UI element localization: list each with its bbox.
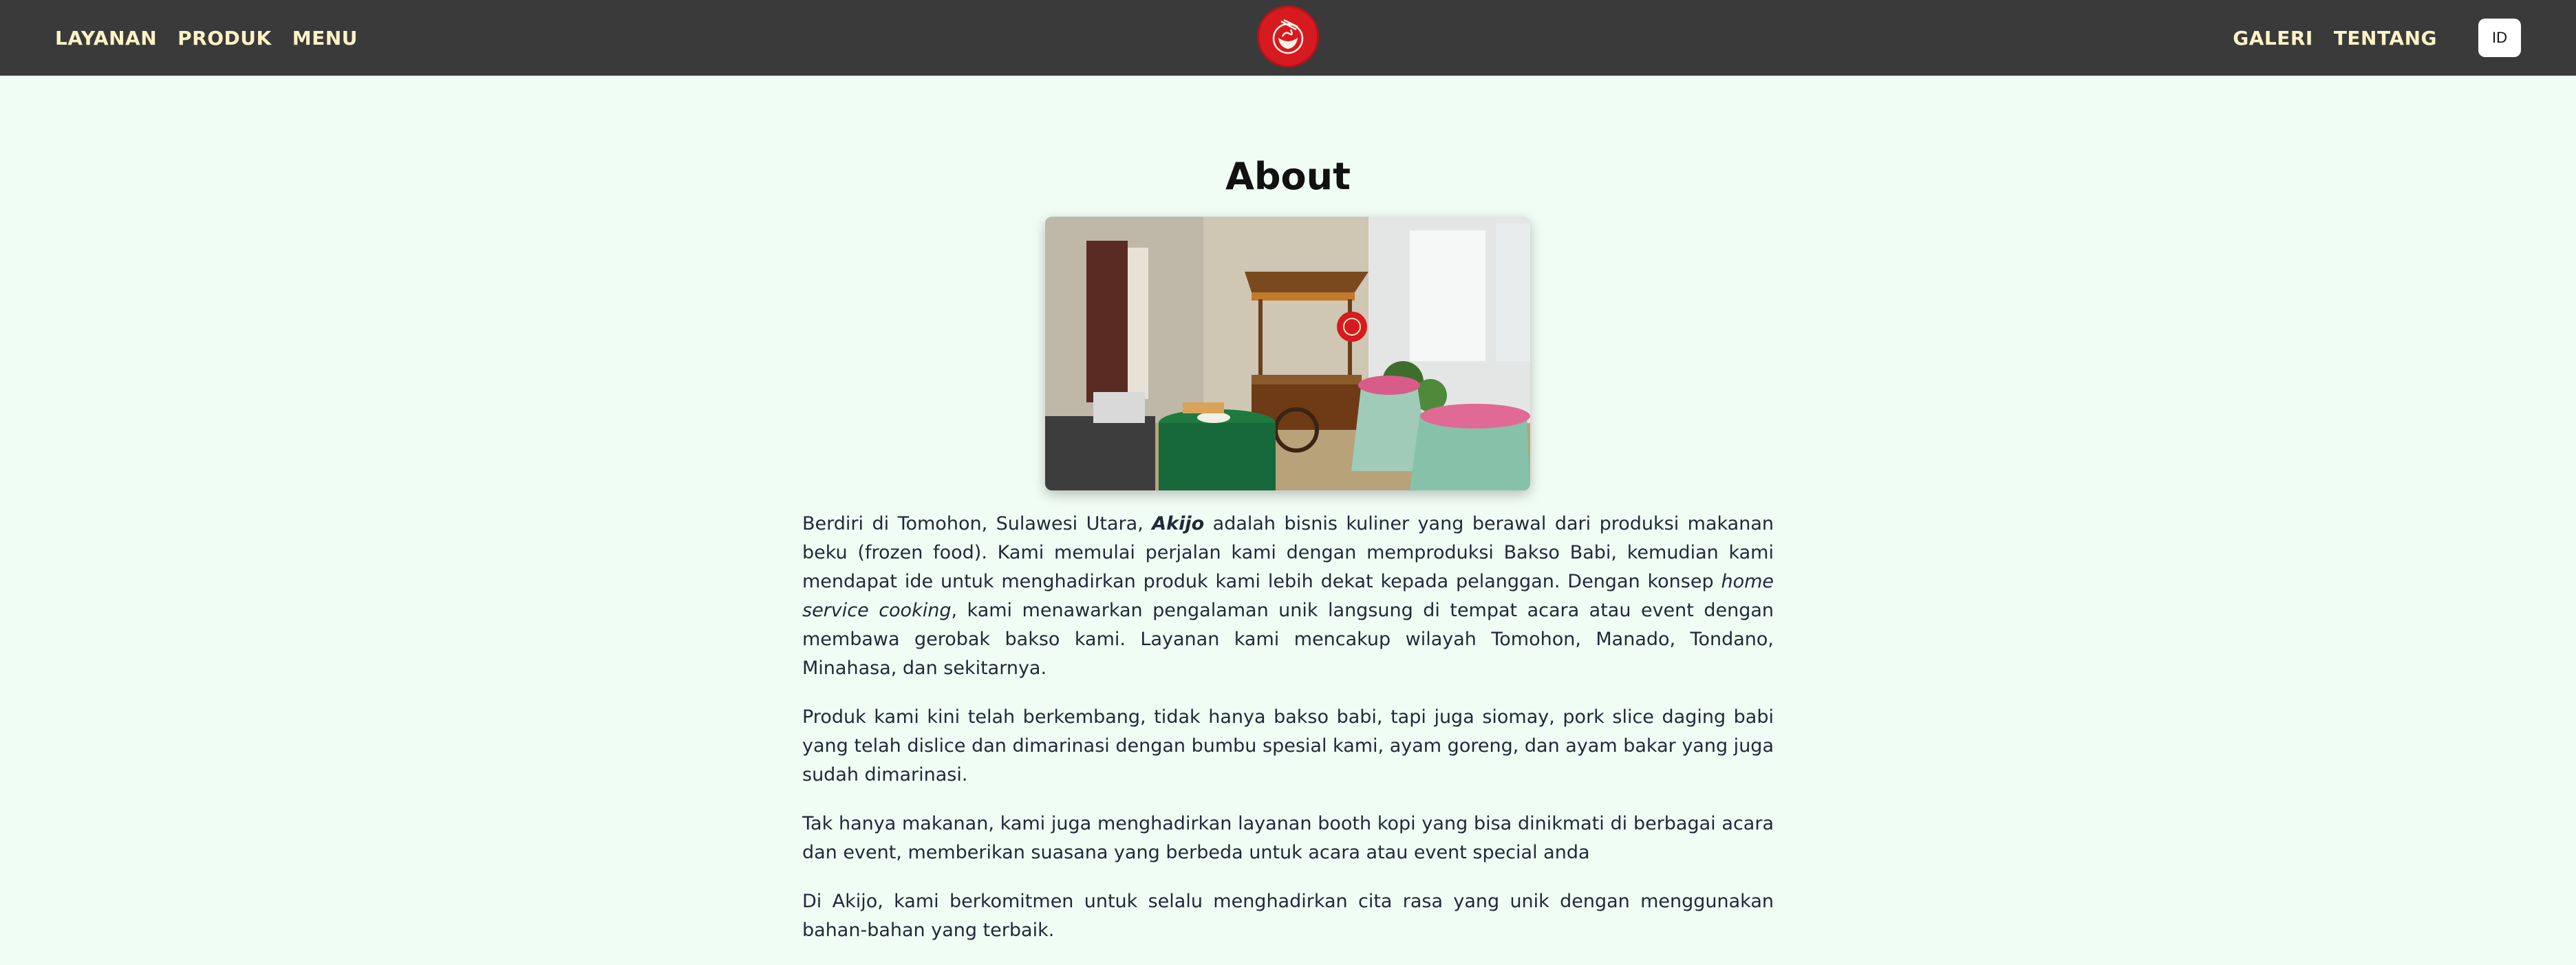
language-button[interactable]: ID <box>2478 19 2521 57</box>
about-p1-text-a: Berdiri di Tomohon, Sulawesi Utara, <box>802 513 1152 534</box>
about-hero-image <box>1045 217 1530 490</box>
brand-name: Akijo <box>1152 513 1205 534</box>
nav-link-menu[interactable]: MENU <box>292 26 358 50</box>
nav-link-layanan[interactable]: LAYANAN <box>55 26 158 50</box>
noodle-bowl-logo-icon[interactable] <box>1257 6 1319 67</box>
about-content <box>802 510 1774 965</box>
home-service-cooking-text: home service cooking <box>802 571 1774 621</box>
nav-right <box>2233 19 2521 57</box>
bakso-cart-photo <box>1045 217 1530 490</box>
nav-link-tentang[interactable]: TENTANG <box>2333 26 2437 50</box>
logo-bowl-icon <box>1267 16 1309 57</box>
about-paragraph-2: Produk kami kini telah berkembang, tidak hanya bakso babi, tapi juga siomay, pork slice daging babi yang telah dislice dan dimarinasi dengan bumbu spesial kami, ayam goreng, dan ayam bakar yang juga sudah dimarinasi. <box>802 706 1774 785</box>
about-title: About <box>1225 155 1351 198</box>
nav-left <box>55 27 358 50</box>
nav-link-galeri[interactable]: GALERI <box>2233 26 2313 50</box>
about-paragraph-4: Di Akijo, kami berkomitmen untuk selalu menghadirkan cita rasa yang unik dengan menggunakan bahan-bahan yang terbaik. <box>802 891 1774 941</box>
top-navbar <box>0 0 2576 76</box>
about-p1-text-b: adalah bisnis kuliner yang berawal dari produksi makanan beku (frozen food). Kami memulai perjalan kami dengan memproduksi Bakso Babi, kemudian kami mendapat ide untuk menghadirkan produk kami lebih dekat kepada pelanggan. Dengan konsep <box>802 513 1774 592</box>
about-paragraph-3: Tak hanya makanan, kami juga menghadirkan layanan booth kopi yang bisa dinikmati di berbagai acara dan event, memberikan suasana yang berbeda untuk acara atau event special anda <box>802 813 1774 863</box>
about-p1-text-c: , kami menawarkan pengalaman unik langsung di tempat acara atau event dengan membawa gerobak bakso kami. Layanan kami mencakup wilayah Tomohon, Manado, Tondano, Minahasa, dan sekitarnya. <box>802 600 1774 679</box>
nav-link-produk[interactable]: PRODUK <box>178 26 272 50</box>
about-paragraph-1 <box>802 510 1774 683</box>
